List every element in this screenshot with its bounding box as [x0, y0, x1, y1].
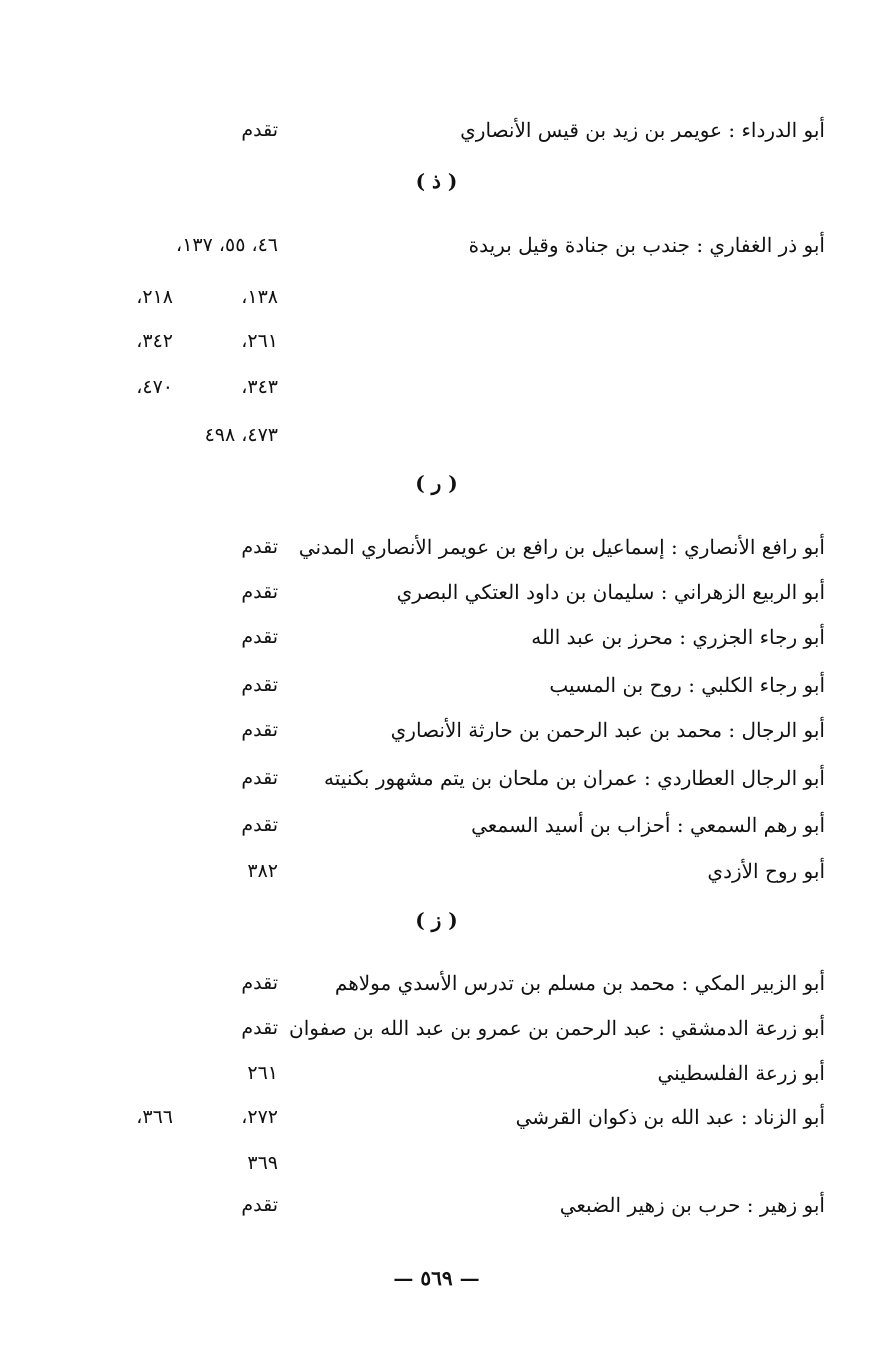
entry-abu-rabi: أبو الربيع الزهراني : سليمان بن داود العتكي البصري [396, 580, 825, 604]
entry-ref: تقدم [241, 119, 278, 141]
entry-ref: تقدم [241, 719, 278, 741]
entry-ref: تقدم [241, 1017, 278, 1039]
entry-ref: ٣٦٩ [247, 1152, 278, 1174]
entry-ref: ٣٦٦، [136, 1106, 173, 1128]
entry-ref: ٢٦١، [241, 330, 278, 352]
entry-ref: تقدم [241, 674, 278, 696]
entry-abu-raja-kalbi: أبو رجاء الكلبي : روح بن المسيب [549, 673, 825, 697]
entry-abu-raja-jazari: أبو رجاء الجزري : محرز بن عبد الله [531, 625, 825, 649]
section-heading-zay: ( ز ) [415, 908, 458, 932]
section-heading-ra: ( ر ) [415, 471, 458, 495]
entry-abu-rawh: أبو روح الأزدي [707, 859, 825, 883]
page-number: — ٥٦٩ — [393, 1266, 480, 1290]
entry-abu-zuhayr: أبو زهير : حرب بن زهير الضبعي [559, 1193, 825, 1217]
entry-ref: تقدم [241, 814, 278, 836]
entry-abu-zura-filastini: أبو زرعة الفلسطيني [657, 1061, 825, 1085]
entry-ref: تقدم [241, 581, 278, 603]
entry-abu-zubayr: أبو الزبير المكي : محمد بن مسلم بن تدرس الأسدي مولاهم [334, 971, 825, 995]
entry-ref: ٤٧٣، ٤٩٨ [204, 424, 278, 446]
entry-ref: ٢١٨، [136, 286, 173, 308]
entry-ref: ٢٧٢، [241, 1106, 278, 1128]
entry-ref: ٤٦، ٥٥، ١٣٧، [176, 234, 278, 256]
entry-ref: ٤٧٠، [136, 376, 173, 398]
entry-ref: تقدم [241, 767, 278, 789]
section-heading-dhal: ( ذ ) [415, 169, 458, 193]
entry-abu-rijal: أبو الرجال : محمد بن عبد الرحمن بن حارثة الأنصاري [390, 718, 825, 742]
entry-ref: تقدم [241, 972, 278, 994]
entry-abu-rahm: أبو رهم السمعي : أحزاب بن أسيد السمعي [471, 813, 825, 837]
entry-ref: ٢٦١ [247, 1062, 278, 1084]
entry-ref: ١٣٨، [241, 286, 278, 308]
entry-abu-rafi: أبو رافع الأنصاري : إسماعيل بن رافع بن عويمر الأنصاري المدني [298, 535, 825, 559]
entry-ref: تقدم [241, 1194, 278, 1216]
entry-abu-zinad: أبو الزناد : عبد الله بن ذكوان القرشي [515, 1105, 825, 1129]
entry-ref: ٣٨٢ [247, 860, 278, 882]
entry-ref: ٣٤٢، [136, 330, 173, 352]
entry-abu-zura-dimashqi: أبو زرعة الدمشقي : عبد الرحمن بن عمرو بن عبد الله بن صفوان [289, 1016, 825, 1040]
entry-abu-dharr: أبو ذر الغفاري : جندب بن جنادة وقيل بريدة [468, 233, 825, 257]
entry-ref: ٣٤٣، [241, 376, 278, 398]
entry-abu-rijal-utaridi: أبو الرجال العطاردي : عمران بن ملحان بن يتم مشهور بكنيته [324, 766, 825, 790]
entry-abu-darda: أبو الدرداء : عويمر بن زيد بن قيس الأنصاري [460, 118, 825, 142]
entry-ref: تقدم [241, 536, 278, 558]
entry-ref: تقدم [241, 626, 278, 648]
